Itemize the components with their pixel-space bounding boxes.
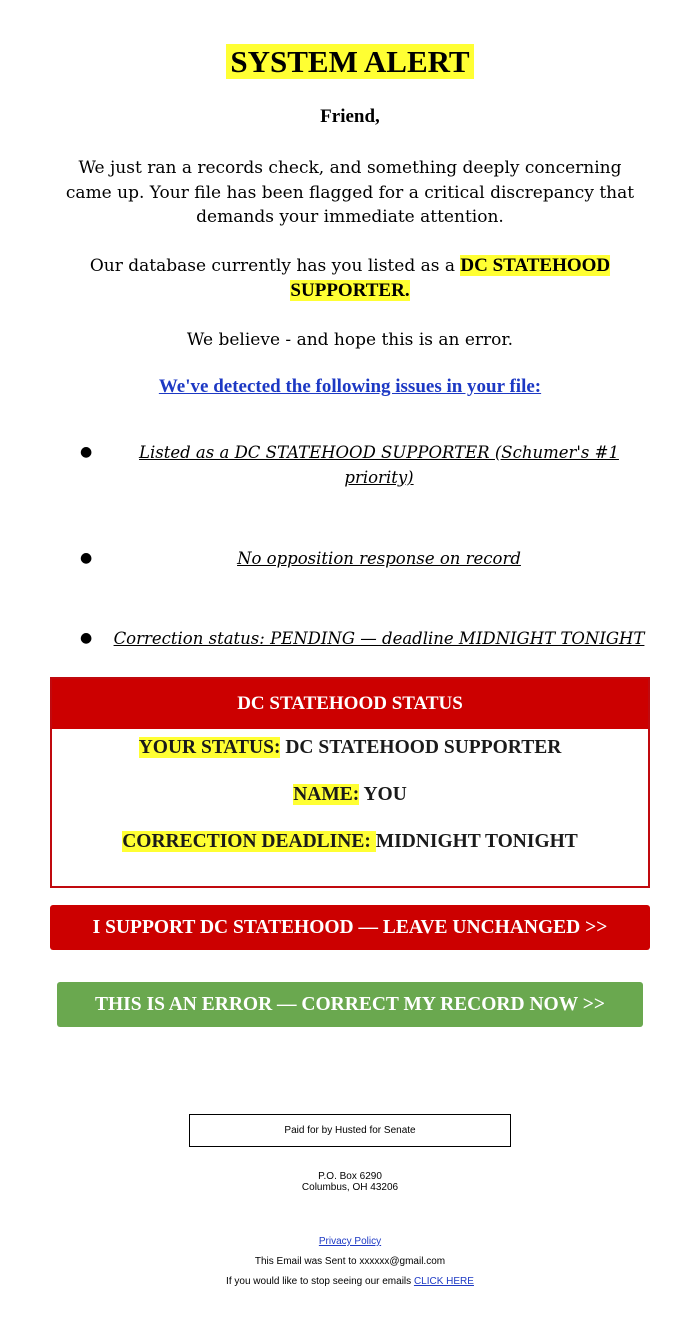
deadline-row — [52, 831, 648, 853]
intro-paragraph: We just ran a records check, and something deeply concerning came up. Your file has been flagged for a critical discrepancy that demands your immediate attention. — [65, 158, 635, 227]
deadline-value: MIDNIGHT TONIGHT — [375, 831, 578, 852]
issue-text: Correction status: PENDING — deadline MIDNIGHT TONIGHT — [113, 629, 645, 648]
list-item — [62, 440, 652, 490]
issue-text: Listed as a DC STATEHOOD SUPPORTER (Schumer's #1 priority) — [139, 443, 619, 487]
list-item — [62, 546, 652, 571]
unsubscribe-text: If you would like to stop seeing our emails — [226, 1276, 414, 1287]
page-title — [0, 42, 700, 82]
name-value: YOU — [359, 784, 407, 805]
bullet-icon: ● — [80, 444, 93, 460]
address-line: P.O. Box 6290 — [318, 1171, 382, 1182]
status-heading: DC STATEHOOD STATUS — [52, 679, 648, 729]
sent-to-text: This Email was Sent to xxxxxx@gmail.com — [254, 1256, 446, 1267]
support-statehood-button[interactable]: I SUPPORT DC STATEHOOD — LEAVE UNCHANGED >> — [50, 905, 650, 950]
privacy-row — [0, 1236, 700, 1247]
status-value: DC STATEHOOD SUPPORTER — [280, 737, 562, 758]
issues-heading: We've detected the following issues in your file: — [158, 376, 542, 397]
unsubscribe-link[interactable]: CLICK HERE — [413, 1276, 474, 1287]
mailing-address — [0, 1171, 700, 1193]
database-paragraph — [55, 254, 645, 303]
bullet-icon: ● — [80, 630, 93, 646]
title-highlight: SYSTEM ALERT — [226, 44, 473, 79]
status-box — [50, 677, 650, 888]
name-row — [52, 784, 648, 806]
database-text: Our database currently has you listed as a — [89, 256, 461, 276]
unsubscribe-row — [0, 1276, 700, 1287]
deadline-label: CORRECTION DEADLINE: — [122, 831, 376, 852]
greeting: Friend, — [320, 106, 380, 127]
issue-text: No opposition response on record — [237, 549, 521, 568]
status-row — [52, 737, 648, 759]
list-item — [62, 626, 652, 651]
bullet-icon: ● — [80, 550, 93, 566]
privacy-policy-link[interactable]: Privacy Policy — [318, 1236, 382, 1247]
status-label: YOUR STATUS: — [138, 737, 281, 758]
address-line: Columbus, OH 43206 — [301, 1182, 399, 1193]
supporter-highlight: DC STATEHOOD SUPPORTER. — [290, 255, 611, 301]
paid-for-box: Paid for by Husted for Senate — [189, 1114, 511, 1147]
correct-record-button[interactable]: THIS IS AN ERROR — CORRECT MY RECORD NOW >> — [57, 982, 643, 1027]
belief-paragraph: We believe - and hope this is an error. — [186, 330, 514, 350]
name-label: NAME: — [293, 784, 360, 805]
